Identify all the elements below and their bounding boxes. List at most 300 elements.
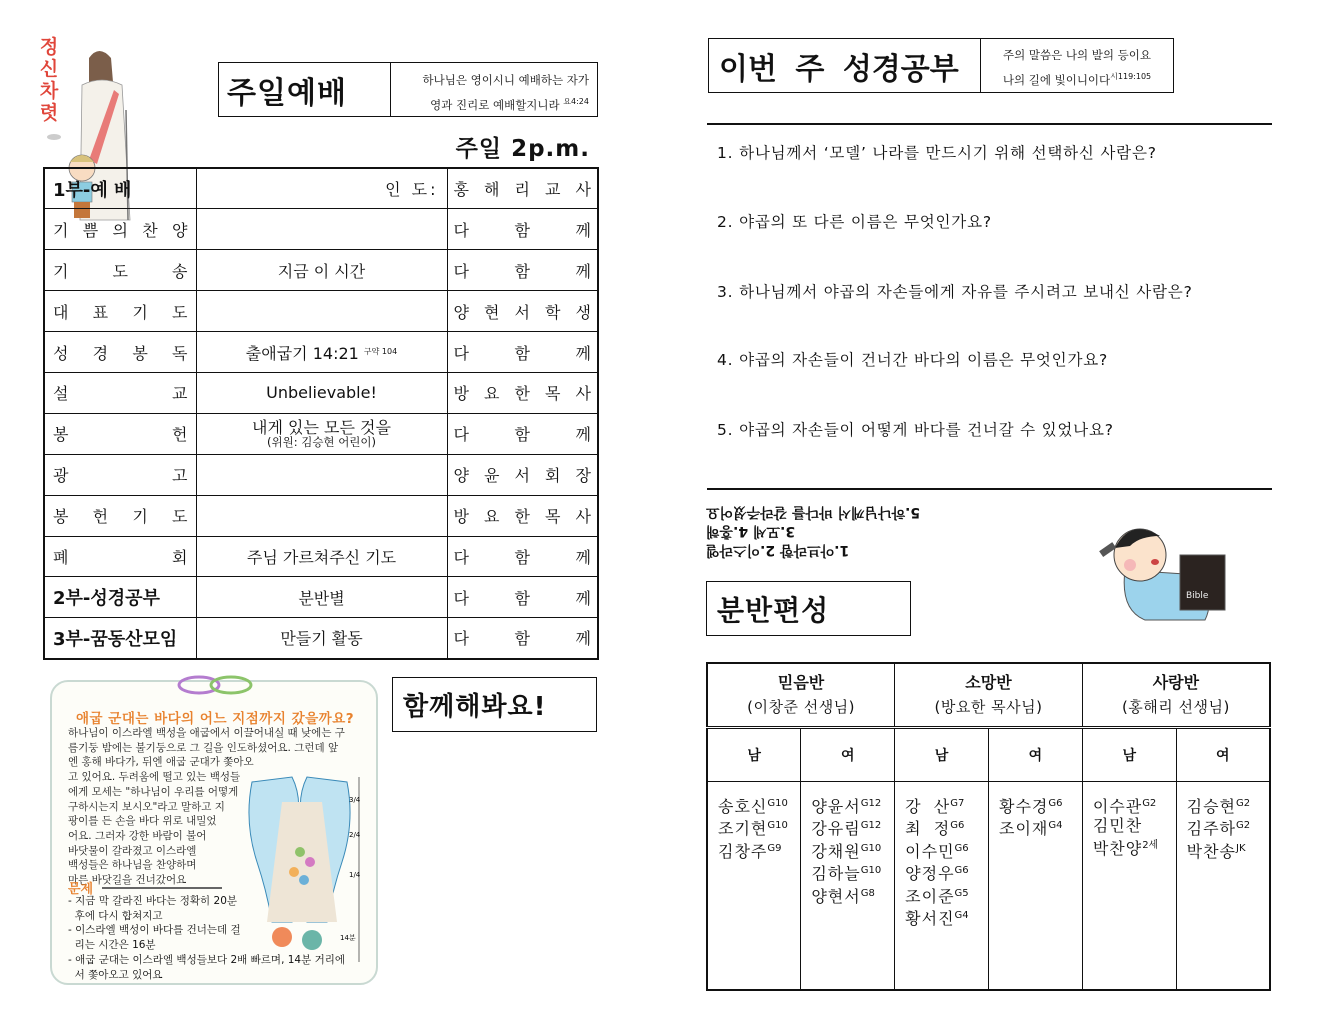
order-content bbox=[196, 536, 447, 577]
student-name: 송호신 bbox=[718, 796, 768, 816]
answer-line: 1.아브라함 2.이스라엘 bbox=[706, 542, 850, 558]
order-leader bbox=[447, 618, 598, 659]
question-3: 3. 하나님께서 야곱의 자손들에게 자유를 주시려고 보내신 사람은? bbox=[717, 283, 1193, 301]
student bbox=[718, 794, 790, 817]
order-item bbox=[44, 454, 196, 495]
student-name: 이수민 bbox=[905, 841, 955, 861]
student bbox=[718, 816, 790, 839]
char: 광 bbox=[53, 466, 69, 486]
order-content-text: 만들기 활동 bbox=[280, 629, 363, 649]
char: 고 bbox=[172, 466, 188, 486]
order-row bbox=[44, 495, 598, 536]
student-grade: G8 bbox=[860, 887, 875, 899]
answer-line: 3.모세 4.홍해 bbox=[706, 523, 796, 539]
char: 독 bbox=[172, 343, 188, 363]
student-name: 이수관 bbox=[1092, 796, 1143, 816]
char: 찬 bbox=[142, 220, 158, 240]
order-item-label bbox=[53, 463, 188, 486]
scale-label: 14분 bbox=[340, 934, 356, 942]
class-header bbox=[895, 663, 1083, 727]
char: 리 bbox=[514, 180, 530, 200]
char: 송 bbox=[172, 261, 188, 281]
order-leader bbox=[447, 454, 598, 495]
student-name: 김민찬 bbox=[1092, 816, 1143, 835]
student-name: 강채원 bbox=[811, 841, 861, 861]
worship-verse bbox=[391, 63, 597, 116]
student bbox=[905, 861, 978, 884]
char: 장 bbox=[575, 466, 591, 486]
story-question-line: - 지금 막 갈라진 바다는 정확히 20분 bbox=[68, 895, 238, 907]
student-name: 강유림 bbox=[811, 819, 861, 838]
student bbox=[718, 839, 790, 862]
order-content bbox=[196, 413, 447, 454]
student bbox=[999, 794, 1072, 817]
order-leader-label bbox=[454, 177, 592, 200]
char: 해 bbox=[484, 180, 500, 200]
order-content bbox=[196, 250, 447, 291]
char: 함 bbox=[514, 261, 530, 281]
char: 폐 bbox=[53, 547, 69, 567]
class-assignment-table bbox=[706, 662, 1271, 991]
student bbox=[1187, 839, 1259, 862]
story-question-line: 서 쫓아오고 있어요 bbox=[68, 968, 163, 981]
student bbox=[811, 794, 884, 817]
order-content-text: 주님 가르쳐주신 기도 bbox=[246, 547, 397, 567]
student-grade: G9 bbox=[767, 842, 782, 854]
order-leader-label bbox=[454, 422, 592, 445]
bible-study-title: 이번 주 성경공부 bbox=[709, 39, 981, 92]
char: 기 bbox=[132, 507, 148, 527]
char: 기 bbox=[53, 220, 69, 240]
student-grade: G6 bbox=[954, 842, 969, 854]
story-line: 마른 바닷길을 건너갔어요 bbox=[68, 874, 187, 887]
student-name: 황수경 bbox=[998, 796, 1049, 816]
bible-label: Bible bbox=[1186, 591, 1209, 601]
char: 목 bbox=[545, 384, 561, 404]
char: 함 bbox=[514, 425, 530, 445]
student-name: 김승현 bbox=[1186, 796, 1237, 816]
verse-ref: 요4:24 bbox=[563, 97, 589, 106]
order-leader bbox=[447, 250, 598, 291]
story-line: 팡이를 든 손을 바다 위로 내밀었 bbox=[68, 815, 217, 828]
question-5: 5. 야곱의 자손들이 어떻게 바다를 건너갈 수 있었나요? bbox=[717, 421, 1114, 439]
student-grade: G6 bbox=[1048, 797, 1063, 809]
story-line: 엔 홍해 바다가, 뒤엔 애굽 군대가 쫓아오 bbox=[68, 756, 254, 769]
order-content-text: 내게 있는 모든 것을 bbox=[252, 417, 391, 437]
order-content-text: Unbelievable! bbox=[266, 383, 377, 403]
char: 봉 bbox=[132, 343, 148, 363]
student-grade: G2 bbox=[1142, 797, 1157, 809]
order-item-label bbox=[53, 504, 188, 527]
class-teacher: (홍해리 선생님) bbox=[1121, 697, 1230, 716]
order-item bbox=[44, 209, 196, 250]
story-line: 바닷물이 갈라졌고 이스라엘 bbox=[68, 844, 197, 857]
scale-label: 3/4 bbox=[349, 796, 361, 804]
order-row bbox=[44, 577, 598, 618]
together-title: 함께해봐요! bbox=[392, 677, 597, 732]
student bbox=[811, 816, 884, 839]
bible-study-header-box bbox=[708, 38, 1174, 93]
student bbox=[1093, 836, 1166, 859]
story-line: 구하시는지 보시오"라고 말하고 지 bbox=[68, 800, 225, 813]
male-student-list bbox=[895, 781, 989, 990]
order-item-label bbox=[53, 300, 188, 323]
answer-line: 5.하나님께서 바다를 갈라주셨어요 bbox=[706, 504, 921, 520]
char: 현 bbox=[484, 302, 500, 322]
order-leader bbox=[447, 536, 598, 577]
question-2: 2. 야곱의 또 다른 이름은 무엇인가요? bbox=[717, 213, 992, 231]
class-teacher: (이창준 선생님) bbox=[747, 697, 856, 716]
order-row bbox=[44, 291, 598, 332]
char: 도 bbox=[112, 261, 128, 281]
order-leader-label bbox=[454, 545, 592, 568]
student-name: 김창주 bbox=[718, 841, 768, 861]
char: 경 bbox=[92, 343, 109, 363]
char: 회 bbox=[545, 466, 561, 486]
char: 기 bbox=[132, 302, 148, 322]
story-line: 에게 모세는 "하나님이 우리를 어떻게 bbox=[68, 785, 239, 798]
student-grade: G12 bbox=[860, 797, 882, 809]
side-title-char: 렷 bbox=[39, 102, 59, 124]
student bbox=[1093, 816, 1166, 836]
scale-label: 1/4 bbox=[349, 871, 361, 879]
char: 께 bbox=[575, 261, 591, 281]
order-item bbox=[44, 618, 196, 659]
char: 다 bbox=[453, 261, 469, 281]
order-content bbox=[196, 618, 447, 659]
divider bbox=[707, 488, 1272, 490]
student bbox=[999, 816, 1072, 839]
char: 요 bbox=[484, 384, 500, 404]
student-grade: G10 bbox=[860, 842, 882, 854]
char: 다 bbox=[453, 220, 469, 240]
order-item-label bbox=[53, 218, 188, 241]
hymn-ref: 구약 104 bbox=[363, 346, 398, 356]
order-leader-label bbox=[454, 463, 592, 486]
class-header bbox=[707, 663, 895, 727]
story-body bbox=[68, 726, 345, 888]
order-leader bbox=[447, 168, 598, 209]
order-item bbox=[44, 332, 196, 373]
student-grade: G6 bbox=[950, 820, 965, 831]
order-row bbox=[44, 372, 598, 413]
char: 사 bbox=[575, 507, 591, 527]
char: 사 bbox=[575, 180, 591, 200]
char: 함 bbox=[514, 547, 530, 567]
order-leader-label bbox=[454, 586, 592, 609]
divider bbox=[707, 123, 1272, 125]
student-name: 조이재 bbox=[998, 819, 1049, 838]
story-title: 애굽 군대는 바다의 어느 지점까지 갔을까요? bbox=[76, 711, 355, 727]
char: 양 bbox=[172, 220, 188, 240]
female-label: 여 bbox=[988, 727, 1082, 781]
order-content bbox=[196, 577, 447, 618]
male-label: 남 bbox=[1082, 727, 1176, 781]
order-row bbox=[44, 618, 598, 659]
char: 께 bbox=[575, 547, 591, 567]
char: 쁨 bbox=[82, 220, 99, 240]
student-grade: 2세 bbox=[1142, 839, 1159, 851]
student-grade: G5 bbox=[954, 887, 969, 899]
student bbox=[1187, 794, 1259, 817]
story-card bbox=[50, 680, 378, 985]
char: 께 bbox=[575, 425, 591, 445]
order-leader bbox=[447, 291, 598, 332]
divider bbox=[102, 887, 222, 889]
verse-ref: 시119:105 bbox=[1110, 72, 1152, 81]
char: 생 bbox=[575, 302, 591, 322]
male-student-list bbox=[707, 781, 801, 990]
story-question-line: 후에 다시 합쳐지고 bbox=[68, 909, 163, 922]
char: 목 bbox=[545, 507, 561, 527]
char: 홍 bbox=[453, 180, 469, 200]
student-grade: G4 bbox=[1048, 820, 1063, 831]
female-student-list bbox=[1176, 781, 1270, 990]
order-row bbox=[44, 168, 598, 209]
order-content-sub: (위원: 김승현 어린이) bbox=[266, 434, 377, 449]
char: 께 bbox=[575, 220, 591, 240]
order-item-label: 2부-성경공부 bbox=[53, 588, 160, 610]
bible-study-verse bbox=[981, 39, 1173, 92]
order-item-label bbox=[53, 545, 188, 568]
order-leader-label bbox=[454, 381, 592, 404]
order-row bbox=[44, 413, 598, 454]
student-grade: G6 bbox=[954, 865, 969, 876]
student-grade: G10 bbox=[767, 797, 788, 809]
worship-order-table bbox=[43, 167, 599, 660]
student-name: 양정우 bbox=[905, 864, 955, 883]
char: 함 bbox=[514, 588, 530, 608]
student-grade: G12 bbox=[860, 820, 882, 831]
student bbox=[905, 839, 978, 862]
char: 교 bbox=[172, 384, 188, 404]
order-item-label bbox=[53, 422, 188, 445]
order-item bbox=[44, 495, 196, 536]
order-leader bbox=[447, 577, 598, 618]
question-label: 문제 bbox=[68, 882, 94, 897]
order-content-text: 분반별 bbox=[298, 588, 345, 608]
verse-line bbox=[391, 91, 589, 116]
order-leader bbox=[447, 209, 598, 250]
student-name: 김하늘 bbox=[811, 864, 861, 883]
student-grade: G2 bbox=[1236, 797, 1251, 809]
female-student-list bbox=[801, 781, 895, 990]
char: 함 bbox=[514, 629, 530, 649]
student bbox=[1093, 794, 1166, 817]
order-content bbox=[196, 209, 447, 250]
class-assignment-title: 분반편성 bbox=[706, 581, 911, 636]
story-line: 고 있어요. 두려움에 떨고 있는 백성들 bbox=[68, 771, 241, 784]
char: 방 bbox=[453, 384, 469, 404]
order-item-label bbox=[53, 259, 188, 282]
student-grade: JK bbox=[1236, 842, 1246, 854]
student bbox=[811, 839, 884, 862]
question-4: 4. 야곱의 자손들이 건너간 바다의 이름은 무엇인가요? bbox=[717, 351, 1109, 369]
order-leader-label bbox=[454, 626, 592, 649]
order-row bbox=[44, 454, 598, 495]
side-title-char: 정 bbox=[39, 36, 59, 58]
order-item-label bbox=[53, 381, 188, 404]
char: 함 bbox=[514, 220, 530, 240]
order-content bbox=[196, 168, 447, 209]
order-row bbox=[44, 209, 598, 250]
student-name: 조기현 bbox=[718, 819, 768, 838]
female-label: 여 bbox=[1176, 727, 1270, 781]
order-item bbox=[44, 372, 196, 413]
student bbox=[905, 816, 978, 839]
student-grade: G10 bbox=[860, 865, 882, 876]
class-name: 소망반 bbox=[965, 672, 1012, 692]
char: 양 bbox=[453, 302, 469, 322]
side-title-char: 차 bbox=[39, 80, 59, 102]
verse-text: 영과 진리로 예배할지니라 bbox=[430, 98, 560, 112]
student-name: 김주하 bbox=[1186, 819, 1237, 838]
worship-title: 주일예배 bbox=[219, 63, 391, 116]
ribbon-icon bbox=[175, 673, 255, 701]
scale-label: 2/4 bbox=[349, 831, 361, 839]
male-label: 남 bbox=[895, 727, 989, 781]
order-leader-label bbox=[454, 259, 592, 282]
student-name: 양현서 bbox=[811, 886, 861, 906]
order-content bbox=[196, 291, 447, 332]
side-title-char: 신 bbox=[39, 58, 59, 80]
order-leader-label bbox=[454, 300, 592, 323]
story-line: 어요. 그러자 강한 바람이 불어 bbox=[68, 829, 207, 842]
char: 양 bbox=[453, 466, 469, 486]
order-item bbox=[44, 577, 196, 618]
student-grade: G7 bbox=[950, 797, 965, 809]
order-content bbox=[196, 332, 447, 373]
student-name: 박찬송 bbox=[1186, 841, 1237, 861]
student bbox=[905, 794, 978, 817]
student-name: 조이준 bbox=[905, 886, 955, 906]
male-student-list bbox=[1082, 781, 1176, 990]
order-leader-label bbox=[454, 341, 592, 364]
student-name: 황서진 bbox=[905, 909, 955, 928]
verse-text: 나의 길에 빛이니이다 bbox=[1002, 73, 1111, 87]
order-leader bbox=[447, 413, 598, 454]
order-leader bbox=[447, 372, 598, 413]
char: 께 bbox=[575, 588, 591, 608]
char: 도 bbox=[172, 507, 188, 527]
char: 헌 bbox=[92, 507, 109, 527]
student-grade: G10 bbox=[767, 820, 788, 831]
order-item-label: 1부-예 배 bbox=[53, 179, 132, 201]
order-item bbox=[44, 291, 196, 332]
char: 한 bbox=[514, 384, 530, 404]
order-content-text: 인 도: bbox=[385, 180, 439, 200]
student bbox=[811, 861, 884, 884]
order-item bbox=[44, 413, 196, 454]
char: 의 bbox=[112, 220, 128, 240]
char: 교 bbox=[545, 180, 561, 200]
student-name: 최 정 bbox=[905, 819, 951, 838]
order-item-label: 3부-꿈동산모임 bbox=[53, 628, 178, 650]
char: 요 bbox=[484, 507, 500, 527]
char: 표 bbox=[92, 302, 109, 322]
order-content-text: 지금 이 시간 bbox=[277, 261, 366, 281]
female-student-list bbox=[988, 781, 1082, 990]
char: 께 bbox=[575, 343, 591, 363]
student bbox=[811, 884, 884, 907]
class-teacher: (방요한 목사님) bbox=[934, 697, 1043, 716]
order-content bbox=[196, 372, 447, 413]
order-content bbox=[196, 454, 447, 495]
story-line: 름기둥 밤에는 불기둥으로 그 길을 인도하셨어요. 그런데 앞 bbox=[68, 741, 339, 754]
student bbox=[1187, 816, 1259, 839]
question-1: 1. 하나님께서 ‘모델’ 나라를 만드시기 위해 선택하신 사람은? bbox=[717, 144, 1157, 162]
student bbox=[905, 906, 978, 929]
char: 기 bbox=[53, 261, 69, 281]
order-row bbox=[44, 332, 598, 373]
char: 헌 bbox=[172, 425, 188, 445]
order-leader bbox=[447, 495, 598, 536]
char: 방 bbox=[453, 507, 469, 527]
red-sea-crossing-illustration bbox=[242, 762, 362, 967]
story-line: 백성들은 하나님을 찬양하며 bbox=[68, 859, 197, 872]
char: 대 bbox=[53, 302, 69, 322]
story-question-line: - 애굽 군대는 이스라엘 백성들보다 2배 빠르며, 14분 거리에 bbox=[68, 953, 346, 966]
order-item bbox=[44, 168, 196, 209]
upside-down-answer-key bbox=[706, 502, 946, 559]
order-item bbox=[44, 250, 196, 291]
order-row bbox=[44, 250, 598, 291]
student-grade: G2 bbox=[1236, 820, 1251, 831]
char: 윤 bbox=[484, 466, 500, 486]
char: 다 bbox=[453, 588, 469, 608]
verse-line: 하나님은 영이시니 예배하는 자가 bbox=[422, 73, 589, 87]
order-content bbox=[196, 495, 447, 536]
student-name: 양윤서 bbox=[811, 796, 861, 816]
story-question-line: 리는 시간은 16분 bbox=[68, 939, 156, 952]
order-item-label bbox=[53, 341, 188, 364]
char: 께 bbox=[575, 629, 591, 649]
order-leader-label bbox=[454, 504, 592, 527]
verse-line bbox=[981, 66, 1173, 91]
char: 다 bbox=[453, 629, 469, 649]
char: 봉 bbox=[53, 507, 69, 527]
char: 다 bbox=[453, 343, 469, 363]
story-question-line: - 이스라엘 백성이 바다를 건너는데 걸 bbox=[68, 924, 241, 937]
char: 도 bbox=[172, 302, 188, 322]
class-header bbox=[1082, 663, 1270, 727]
char: 사 bbox=[575, 384, 591, 404]
student-name: 강 산 bbox=[905, 796, 951, 816]
char: 성 bbox=[53, 343, 69, 363]
worship-header-box bbox=[218, 62, 598, 117]
boy-reading-bible-illustration bbox=[1085, 510, 1235, 625]
char: 한 bbox=[514, 507, 530, 527]
student bbox=[905, 884, 978, 907]
order-leader bbox=[447, 332, 598, 373]
story-line: 하나님이 이스라엘 백성을 애굽에서 이끌어내실 때 낮에는 구 bbox=[68, 727, 345, 739]
female-label: 여 bbox=[801, 727, 895, 781]
class-name: 믿음반 bbox=[777, 672, 825, 692]
verse-line: 주의 말씀은 나의 발의 등이요 bbox=[1003, 48, 1151, 62]
char: 학 bbox=[545, 302, 561, 322]
char: 서 bbox=[514, 466, 530, 486]
student-grade: G4 bbox=[954, 910, 969, 921]
char: 봉 bbox=[53, 425, 69, 445]
order-item bbox=[44, 536, 196, 577]
class-name: 사랑반 bbox=[1152, 672, 1200, 692]
char: 서 bbox=[514, 302, 530, 322]
char: 회 bbox=[172, 547, 188, 567]
order-row bbox=[44, 536, 598, 577]
char: 다 bbox=[453, 547, 469, 567]
male-label: 남 bbox=[707, 727, 801, 781]
order-content-text: 출애굽기 14:21 bbox=[245, 343, 359, 363]
